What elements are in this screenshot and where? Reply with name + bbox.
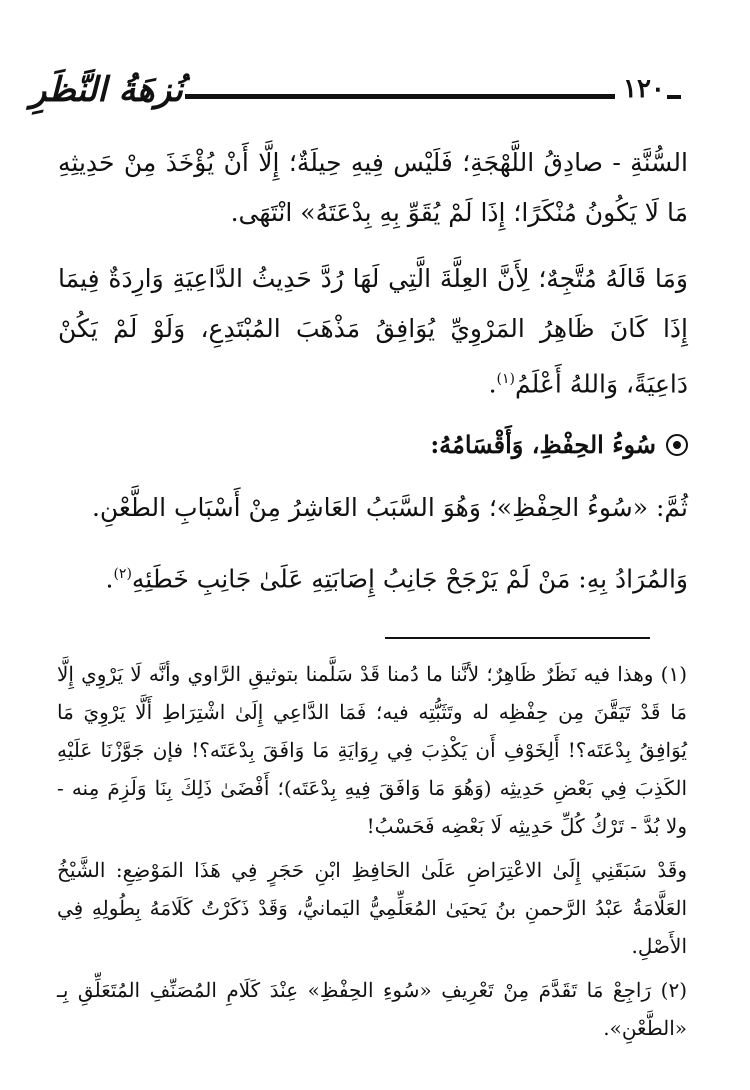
main-text [58,138,688,621]
paragraph-1: السُّنَّةِ - صادِقُ اللَّهْجَةِ؛ فَلَيْس فِيهِ حِيلَةٌ؛ إِلَّا أَنْ يُؤْخَذَ مِنْ حَدِيثِهِ مَا لَا يَكُونُ مُنْكَرًا؛ إِذَا لَمْ يُقَوِّ بِهِ بِدْعَتَهُ» انْتَهَى. [58,148,688,227]
paragraph-2 [58,254,688,409]
paragraph-2-end: . [488,369,497,399]
paragraph-4-end: . [105,564,114,594]
page-number: ١٢٠ [623,74,665,104]
header-dash [667,95,681,99]
section-heading-text: سُوءُ الحِفْظِ، وَأَقْسَامُهُ: [430,430,656,460]
footnotes [57,655,687,1053]
footnote-marker-2: (٢) [113,566,132,583]
footnote-2: (٢) رَاجِعْ مَا تَقَدَّمَ مِنْ تَعْرِيفِ «سُوءِ الحِفْظِ» عِنْدَ كَلَامِ المُصَنِّفِ المُتَعَلِّقِ بِـ «الطَّعْنِ». [57,978,687,1040]
footnote-separator [385,637,650,639]
header-rule [185,94,615,99]
section-heading [58,425,688,465]
paragraph-2-text: وَمَا قَالَهُ مُتَّجِهٌ؛ لِأَنَّ العِلَّةَ الَّتِي لَهَا رُدَّ حَدِيثُ الدَّاعِيَةِ وَارِدَةٌ فِيمَا إِذَا كَانَ ظَاهِرُ المَرْوِيِّ يُوَافِقُ مَذْهَبَ المُبْتَدِعِ، وَلَوْ لَمْ يَكُنْ دَاعِيَةً، وَاللهُ أَعْلَمُ [58,264,688,399]
footnote-1: (١) وهذا فيه نَظَرٌ ظَاهِرٌ؛ لأنَّنا ما دُمنا قَدْ سَلَّمنا بتوثيقِ الرَّاوي وأنَّه لَا يَرْوِي إِلَّا مَا قَدْ تَيَقَّنَ مِن حِفْظِه له وتَثَبُّتِه فيه؛ فَمَا الدَّاعِي إِلَىٰ اشْتِرَاطِ أَلَّا يَرْوِيَ مَا يُوَافِقُ بِدْعَتَه؟! أَلِخَوْفِ أَن يَكْذِبَ فِي رِوَايَةِ مَا وَافَقَ بِدْعَتَه؟! فإن جَوَّزْنَا عَلَيْهِ الكَذِبَ فِي بَعْضِ حَدِيثِه (وَهُوَ مَا وَافَقَ فِيهِ بِدْعَتَه)؛ أَفْضَىٰ ذَلِكَ بِنَا وَلَزِمَ مِنه - ولا بُدَّ - تَرْكُ كُلِّ حَدِيثِه لَا بَعْضِه فَحَسْبُ! [57,662,687,838]
running-header [30,70,698,120]
book-title: نُزهَةُ النَّظَرِ [30,70,183,110]
paragraph-4-text: وَالمُرَادُ بِهِ: مَنْ لَمْ يَرْجَحْ جَانِبُ إِصَابَتِهِ عَلَىٰ جَانِبِ خَطَئِهِ [131,564,688,594]
paragraph-3: ثُمَّ: «سُوءُ الحِفْظِ»؛ وَهُوَ السَّبَبُ العَاشِرُ مِنْ أَسْبَابِ الطَّعْنِ. [91,493,688,523]
flower-icon [666,434,688,456]
footnote-marker-1: (١) [496,371,515,387]
footnote-1-continuation: وقَدْ سَبَقَنِي إِلَىٰ الاعْتِرَاضِ عَلَىٰ الحَافِظِ ابْنِ حَجَرٍ فِي هَذَا المَوْضِعِ: الشَّيْخُ العَلَّامَةُ عَبْدُ الرَّحمنِ بنُ يَحيَىٰ المُعَلِّمِيُّ اليَمانيُّ، وَقَدْ ذَكَرْتُ كَلَامَهُ بِطُولِهِ فِي الأَصْلِ. [57,858,688,958]
paragraph-4 [58,549,688,604]
